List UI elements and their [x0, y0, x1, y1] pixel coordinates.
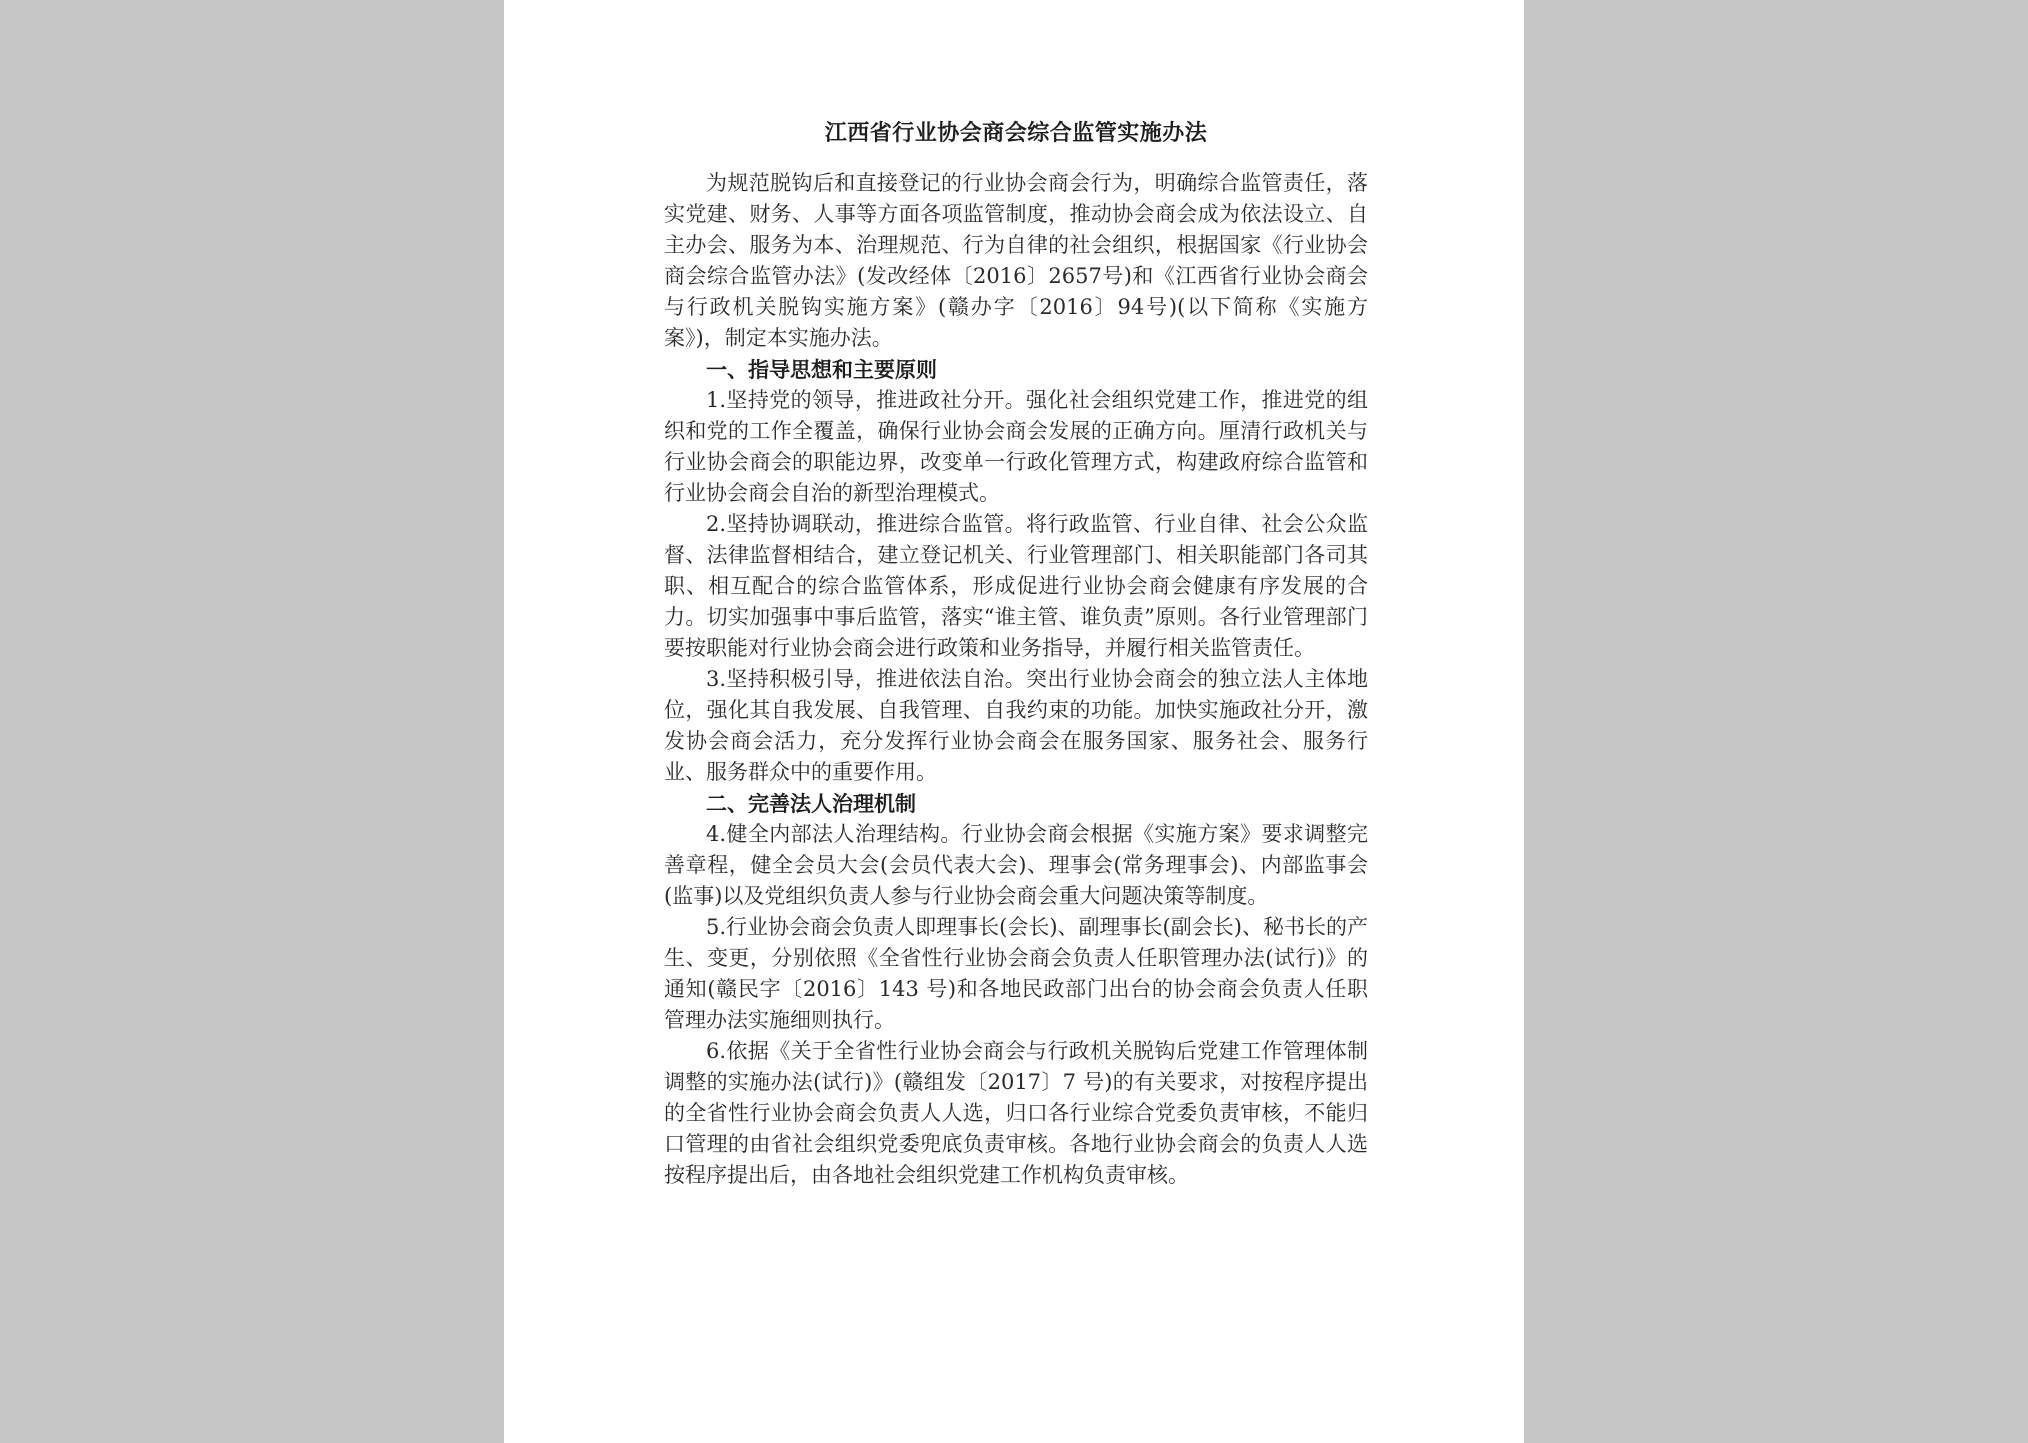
- article-6-paragraph: 6.依据《关于全省性行业协会商会与行政机关脱钩后党建工作管理体制调整的实施办法(试行)》(赣组发〔2017〕7 号)的有关要求，对按程序提出的全省性行业协会商会负责人人选，归口各行业综合党委负责审核，不能归口管理的由省社会组织党委兜底负责审核。各地行业协会商会的负责人人选按程序提出后，由各地社会组织党建工作机构负责审核。: [664, 1039, 1368, 1187]
- section-heading-2: 二、完善法人治理机制: [706, 791, 916, 816]
- preamble-paragraph: 为规范脱钩后和直接登记的行业协会商会行为，明确综合监管责任，落实党建、财务、人事等方面各项监管制度，推动协会商会成为依法设立、自主办会、服务为本、治理规范、行为自律的社会组织，根据国家《行业协会商会综合监管办法》(发改经体〔2016〕2657号)和《江西省行业协会商会与行政机关脱钩实施方案》(赣办字〔2016〕94号)(以下简称《实施方案》)，制定本实施办法。: [664, 171, 1368, 350]
- document-title: 江西省行业协会商会综合监管实施办法: [824, 120, 1208, 146]
- article-2-paragraph: 2.坚持协调联动，推进综合监管。将行政监管、行业自律、社会公众监督、法律监督相结合，建立登记机关、行业管理部门、相关职能部门各司其职、相互配合的综合监管体系，形成促进行业协会商会健康有序发展的合力。切实加强事中事后监管，落实“谁主管、谁负责”原则。各行业管理部门要按职能对行业协会商会进行政策和业务指导，并履行相关监管责任。: [664, 512, 1368, 660]
- article-1-paragraph: 1.坚持党的领导，推进政社分开。强化社会组织党建工作，推进党的组织和党的工作全覆盖，确保行业协会商会发展的正确方向。厘清行政机关与行业协会商会的职能边界，改变单一行政化管理方式，构建政府综合监管和行业协会商会自治的新型治理模式。: [664, 388, 1368, 505]
- article-5-paragraph: 5.行业协会商会负责人即理事长(会长)、副理事长(副会长)、秘书长的产生、变更，分别依照《全省性行业协会商会负责人任职管理办法(试行)》的通知(赣民字〔2016〕143 号)和各地民政部门出台的协会商会负责人任职管理办法实施细则执行。: [664, 915, 1368, 1032]
- section-heading-1: 一、指导思想和主要原则: [706, 357, 937, 382]
- page-content: [664, 118, 1368, 1191]
- document-page: [504, 0, 1524, 1443]
- article-4-paragraph: 4.健全内部法人治理结构。行业协会商会根据《实施方案》要求调整完善章程，健全会员大会(会员代表大会)、理事会(常务理事会)、内部监事会(监事)以及党组织负责人参与行业协会商会重大问题决策等制度。: [664, 822, 1368, 908]
- article-3-paragraph: 3.坚持积极引导，推进依法自治。突出行业协会商会的独立法人主体地位，强化其自我发展、自我管理、自我约束的功能。加快实施政社分开，激发协会商会活力，充分发挥行业协会商会在服务国家、服务社会、服务行业、服务群众中的重要作用。: [664, 667, 1368, 784]
